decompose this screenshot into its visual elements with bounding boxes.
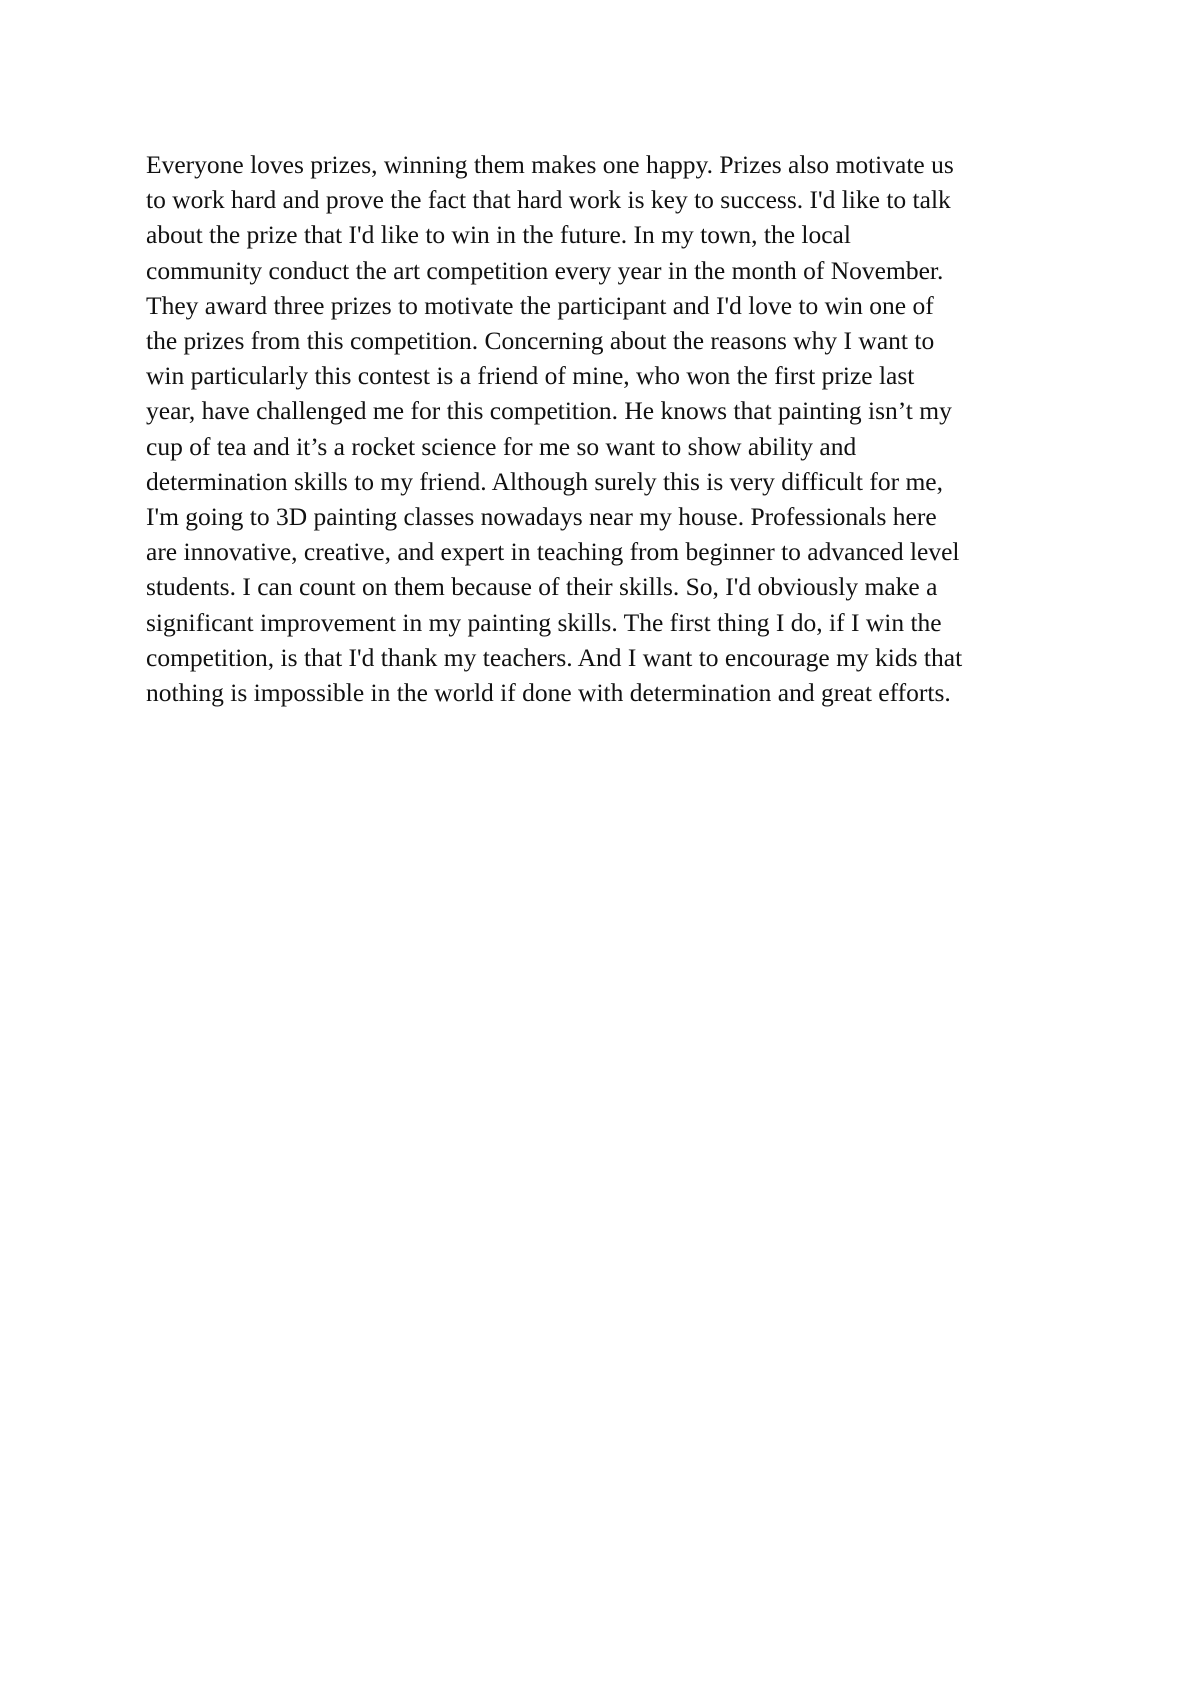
paragraph-line: nothing is impossible in the world if done with determination and great efforts. bbox=[146, 678, 951, 708]
paragraph-line: They award three prizes to motivate the participant and I'd love to win one of bbox=[146, 290, 934, 320]
essay-paragraph bbox=[146, 147, 1066, 710]
paragraph-line: students. I can count on them because of their skills. So, I'd obviously make a bbox=[146, 572, 938, 602]
paragraph-line: the prizes from this competition. Concerning about the reasons why I want to bbox=[146, 326, 935, 356]
paragraph-line: cup of tea and it’s a rocket science for me so want to show ability and bbox=[146, 431, 857, 461]
paragraph-line: competition, is that I'd thank my teachers. And I want to encourage my kids that bbox=[146, 642, 963, 672]
paragraph-line: determination skills to my friend. Although surely this is very difficult for me, bbox=[146, 466, 943, 496]
paragraph-line: year, have challenged me for this competition. He knows that painting isn’t my bbox=[146, 396, 952, 426]
paragraph-line: I'm going to 3D painting classes nowadays near my house. Professionals here bbox=[146, 502, 937, 532]
paragraph-line: community conduct the art competition every year in the month of November. bbox=[146, 255, 944, 285]
paragraph-line: significant improvement in my painting skills. The first thing I do, if I win the bbox=[146, 607, 942, 637]
paragraph-line: are innovative, creative, and expert in teaching from beginner to advanced level bbox=[146, 537, 960, 567]
paragraph-line: Everyone loves prizes, winning them makes one happy. Prizes also motivate us bbox=[146, 150, 954, 179]
paragraph-line: about the prize that I'd like to win in the future. In my town, the local bbox=[146, 220, 851, 250]
paragraph-line: to work hard and prove the fact that hard work is key to success. I'd like to talk bbox=[146, 185, 951, 215]
paragraph-line: win particularly this contest is a friend of mine, who won the first prize last bbox=[146, 361, 915, 391]
